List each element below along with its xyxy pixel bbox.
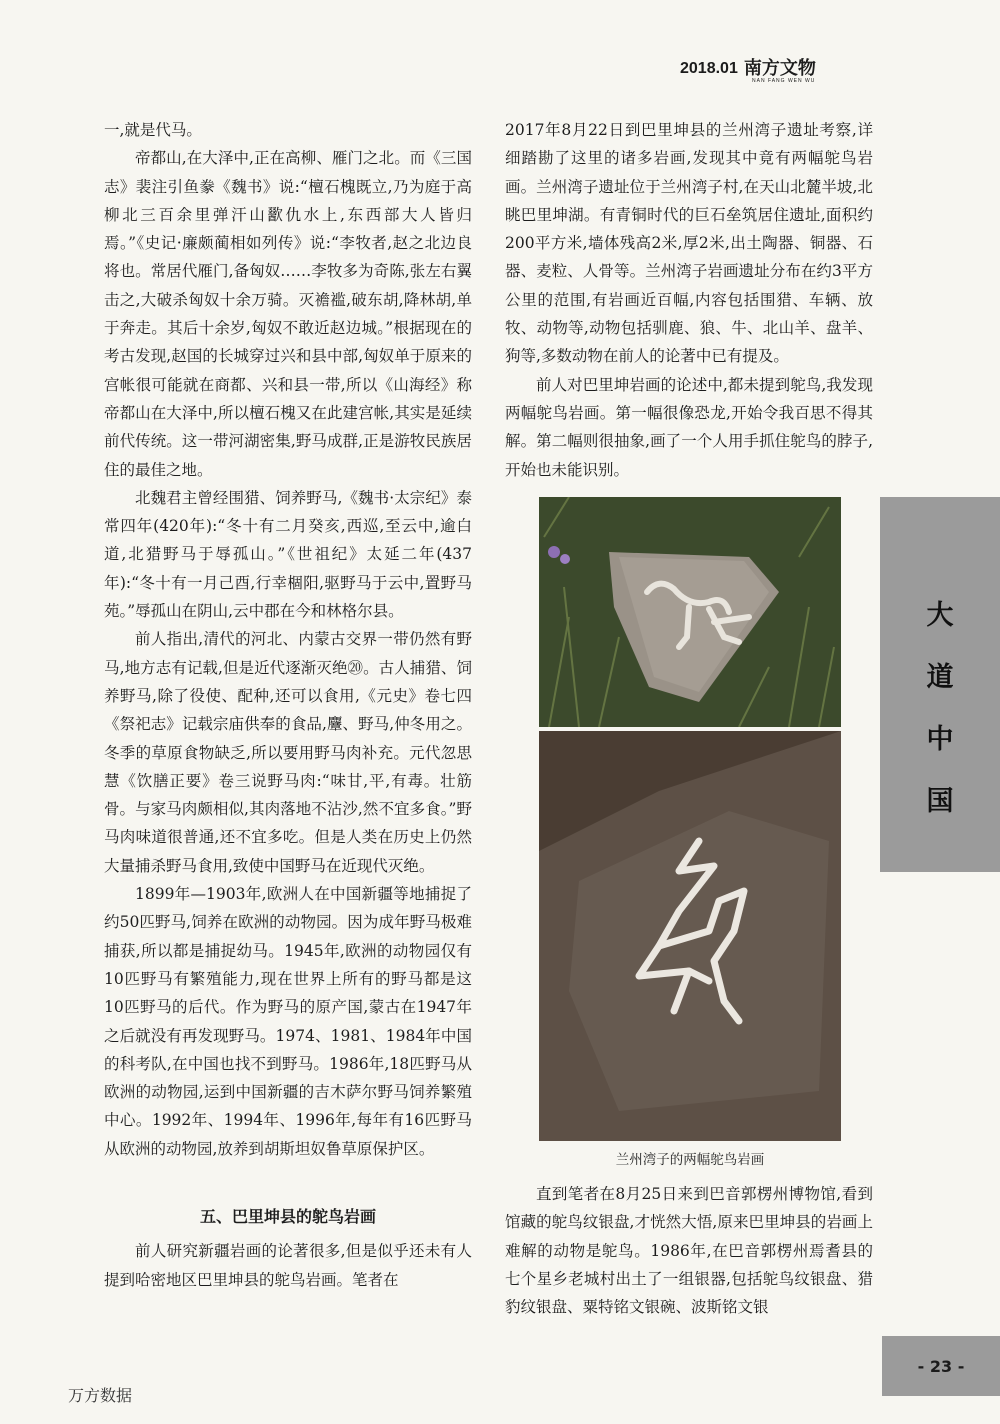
left-column [104,116,472,1294]
paragraph: 前人研究新疆岩画的论著很多,但是似乎还未有人提到哈密地区巴里坤县的鸵鸟岩画。笔者在 [104,1242,472,1289]
journal-brand-sub: NAN FANG WEN WU [752,78,816,84]
paragraph: 直到笔者在8月25日来到巴音郭楞州博物馆,看到馆藏的鸵鸟纹银盘,才恍然大悟,原来巴里坤县的岩画上难解的动物是鸵鸟。1986年,在巴音郭楞州焉耆县的七个星乡老城村出土了一组银器,包括鸵鸟纹银盘、猎豹纹银盘、粟特铭文银碗、波斯铭文银 [505,1185,873,1317]
issue-number: 2018.01 [680,60,738,77]
side-tab-char: 中 [926,724,954,755]
right-column-top [505,116,873,484]
paragraph: 2017年8月22日到巴里坤县的兰州湾子遗址考察,详细踏勘了这里的诸多岩画,发现其中竟有两幅鸵鸟岩画。兰州湾子遗址位于兰州湾子村,在天山北麓半坡,北眺巴里坤湖。有青铜时代的巨石垒筑居住遗址,面积约200平方米,墙体残高2米,厚2米,出土陶器、铜器、石器、麦粒、人骨等。兰州湾子岩画遗址分布在约3平方公里的范围,有岩画近百幅,内容包括围猎、车辆、放牧、动物等,动物包括驯鹿、狼、牛、北山羊、盘羊、狗等,多数动物在前人的论著中已有提及。 [505,121,873,366]
paragraph: 前人对巴里坤岩画的论述中,都未提到鸵鸟,我发现两幅鸵鸟岩画。第一幅很像恐龙,开始令我百思不得其解。第二幅则很抽象,画了一个人用手抓住鸵鸟的脖子,开始也未能识别。 [505,375,873,479]
side-tab-char: 大 [926,600,954,631]
side-tab-char: 道 [926,662,954,693]
side-tab-char: 国 [926,786,954,817]
paragraph: 前人指出,清代的河北、内蒙古交界一带仍然有野马,地方志有记载,但是近代逐渐灭绝⑳。古人捕猎、饲养野马,除了役使、配种,还可以食用,《元史》卷七四《祭祀志》记载宗庙供奉的食品,麞、野马,仲冬用之。冬季的草原食物缺乏,所以要用野马肉补充。元代忽思慧《饮膳正要》卷三说野马肉:“味甘,平,有毒。壮筋骨。与家马肉颇相似,其肉落地不沾沙,然不宜多食。”野马肉味道很普通,还不宜多吃。但是人类在历史上仍然大量捕杀野马食用,致使中国野马在近现代灭绝。 [104,630,472,875]
section-side-tab [880,497,1000,872]
section-title: 五、巴里坤县的鸵鸟岩画 [199,1206,376,1226]
paragraph: 北魏君主曾经围猎、饲养野马,《魏书·太宗纪》泰常四年(420年):“冬十有二月癸亥,西巡,至云中,逾白道,北猎野马于辱孤山。”《世祖纪》太延二年(437年):“冬十有一月己酉,行幸棝阳,驱野马于云中,置野马苑。”辱孤山在阴山,云中郡在今和林格尔县。 [104,488,472,621]
journal-brand: 南方文物 [743,58,816,79]
paragraph: 帝都山,在大泽中,正在高柳、雁门之北。而《三国志》裴注引鱼豢《魏书》说:“檀石槐既立,乃为庭于高柳北三百余里弹汗山歠仇水上,东西部大人皆归焉。”《史记·廉颇蔺相如列传》说:“李牧者,赵之北边良将也。常居代雁门,备匈奴……李牧多为奇陈,张左右翼击之,大破杀匈奴十余万骑。灭襜褴,破东胡,降林胡,单于奔走。其后十余岁,匈奴不敢近赵边城。”根据现在的考古发现,赵国的长城穿过兴和县中部,匈奴单于原来的宫帐很可能就在商都、兴和县一带,所以《山海经》称帝都山在大泽中,所以檀石槐又在此建宫帐,其实是延续前代传统。这一带河湖密集,野马成群,正是游牧民族居住的最佳之地。 [104,149,472,479]
watermark: 万方数据 [68,1386,133,1405]
paragraph: 1899年—1903年,欧洲人在中国新疆等地捕捉了约50匹野马,饲养在欧洲的动物园。因为成年野马极难捕获,所以都是捕捉幼马。1945年,欧洲的动物园仅有10匹野马有繁殖能力,现在世界上所有的野马都是这10匹野马的后代。作为野马的原产国,蒙古在1947年之后就没有再发现野马。1974、1981、1984年中国的科考队,在中国也找不到野马。1986年,18匹野马从欧洲的动物园,运到中国新疆的吉木萨尔野马饲养繁殖中心。1992年、1994年、1996年,每年有16匹野马从欧洲的动物园,放养到胡斯坦奴鲁草原保护区。 [104,885,472,1158]
photo-caption: 兰州湾子的两幅鸵鸟岩画 [615,1152,765,1168]
rock-art-photo-1 [539,497,841,727]
right-column-bottom [505,1180,873,1321]
page-number: - 23 - [882,1336,1000,1396]
page-header [680,58,880,84]
paragraph: 一,就是代马。 [104,121,202,139]
rock-art-photo-2 [539,731,841,1141]
rock-art-photos [539,497,841,1141]
